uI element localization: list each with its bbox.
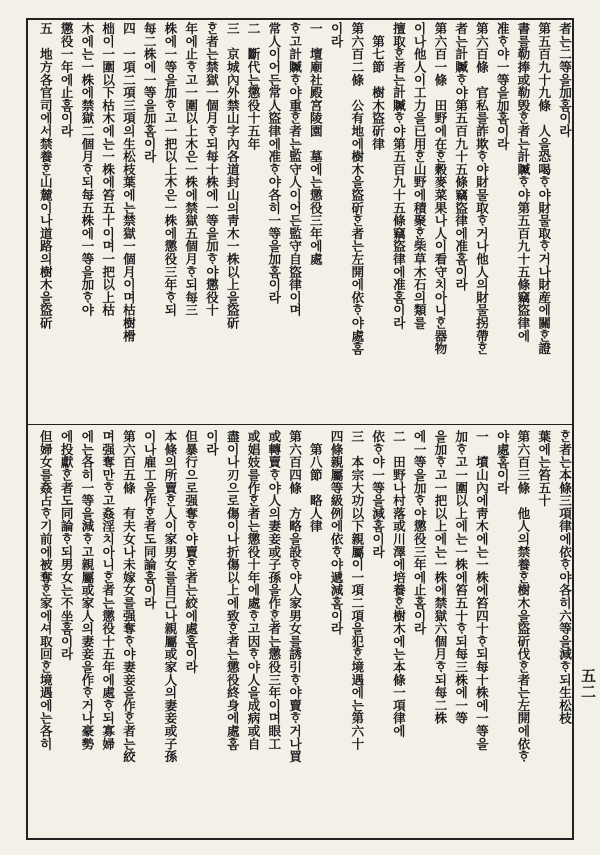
lower-tier <box>30 430 570 834</box>
text-column: 株에一等을加ᄒᆞ고一把以上木은一株에懲役三年ᄒᆞ되 <box>162 22 178 317</box>
text-column: 依ᄒᆞ야一等을減홈이라 <box>370 430 386 558</box>
text-column: 四條親屬等級例에依ᄒᆞ야遞減홈이라 <box>328 430 344 635</box>
text-column: 每二株에一等을加홈이라 <box>141 22 157 163</box>
text-column: 第五百九十九條 人을恐喝ᄒᆞ야財물取ᄒᆞ거나財産에關ᄒᆞᆫ證 <box>536 22 552 355</box>
text-column: 葉에는笞五十 <box>536 430 552 507</box>
text-column: 第六百一條 田野에在ᄒᆞᆫ穀麥菜果나人이看守치아니ᄒᆞᆫ器物 <box>432 22 448 355</box>
text-column: 第七節 樹木盜斫律 <box>370 22 386 150</box>
text-column: 但婦女를姦占ᄒᆞ기前에被奪ᄒᆞᆫ家에셔取回ᄒᆞᆫ境遇에는各히 <box>37 430 53 750</box>
text-column: ᄒᆞᆫ者는禁獄一個月ᄒᆞ되每十株에一等을加ᄒᆞ야懲役十 <box>203 22 219 317</box>
text-column: 一 墳山內에靑木에는一株에笞四十ᄒᆞ되每十株에一等을 <box>473 430 489 750</box>
page-number: 五二 <box>579 668 597 700</box>
text-column: 准ᄒᆞ야一等을加홈이라 <box>494 22 510 150</box>
text-column: 或娼妓를作ᄒᆞᆫ者는懲役十年에處ᄒᆞ고因ᄒᆞ야人을成病或自 <box>245 430 261 750</box>
text-column: 五 地方各官司에서禁養ᄒᆞᆫ山麓이나道路의樹木을盜斫 <box>37 22 53 330</box>
text-column: 年에止ᄒᆞ고一圍以上木은一株에禁獄五個月ᄒᆞ되每三 <box>183 22 199 317</box>
text-column: 者는二等을加홈이라 <box>557 22 572 138</box>
text-column: 三 京城內外禁山字內各道封山의靑木一株以上을盜斫 <box>224 22 240 330</box>
text-column: 一 壇廟社殿宮陵園 墓에는懲役三年에處 <box>307 22 323 266</box>
text-column: 第六百條 官私를詐欺ᄒᆞ야財물取ᄒᆞ거나他人의財물拐帶ᄒᆞᆫ <box>473 22 489 355</box>
text-column: 第六百三條 他人의禁養ᄒᆞᆫ樹木을盜斫伐ᄒᆞᆫ者는左開에依ᄒᆞ <box>515 430 531 763</box>
text-column: 第六百五條 有夫女나未嫁女를强奪ᄒᆞ야妻妾을作ᄒᆞᆫ者는絞 <box>120 430 136 763</box>
text-column: 常人이어든常人盜律에准ᄒᆞ야各히一等을加홈이라 <box>266 22 282 304</box>
text-column: 第八節 略人律 <box>307 430 323 533</box>
text-column: 에投獻ᄒᆞᆫ者도同論ᄒᆞ되男女는不坐홈이라 <box>58 430 74 661</box>
text-column: 며强奪만ᄒᆞ고姦淫치아니ᄒᆞᆫ者는懲役十五年에處ᄒᆞ되寡婦 <box>100 430 116 750</box>
text-column: 에一等을加ᄒᆞ야懲役三年에止홈이라 <box>411 430 427 635</box>
text-column: 이나他人이工力을已用ᄒᆞᆫ山野에積聚ᄒᆞᆫ柴草木石의類를 <box>411 22 427 330</box>
text-column: 을加ᄒᆞ고一把以上에는一株에禁獄六個月ᄒᆞ되每二株 <box>432 430 448 725</box>
text-column: ᄒᆞ고計贓ᄒᆞ야重ᄒᆞᆫ者는監守人이어든監守自盜律이며 <box>287 22 303 317</box>
text-column: 柮이一圍以下枯木에는一株에笞五十이며一把以上枯 <box>100 22 116 317</box>
tier-divider <box>26 424 574 425</box>
text-column: 書를勒捧或勒毁ᄒᆞᆫ者는計贓ᄒᆞ야第五百九十五條竊盜律에 <box>515 22 531 342</box>
text-column: 이나雇工을作ᄒᆞᆫ者도同論홈이라 <box>141 430 157 610</box>
text-column: 懲役一年에止홈이라 <box>58 22 74 138</box>
text-column: 이라 <box>328 22 344 48</box>
text-column: 二 斷代는懲役十五年 <box>245 22 261 150</box>
text-column: 本條의所賣ᄒᆞᆫ人이家男女를自己나親屬或家人의妻妾或子孫 <box>162 430 178 763</box>
text-column: 木에는一株에禁獄二個月ᄒᆞ되每五株에一等을加ᄒᆞ야 <box>79 22 95 317</box>
text-column: 이라 <box>203 430 219 456</box>
upper-tier <box>30 22 570 420</box>
text-column: 者는計贓ᄒᆞ야第五百九十五條竊盜律에准홈이라 <box>453 22 469 291</box>
text-column: 或轉賣ᄒᆞ야人의妻妾或子孫을作ᄒᆞᆫ者는懲役三年이며眼工 <box>266 430 282 750</box>
text-column: 第六百四條 方略을設ᄒᆞ야人家男女를誘引ᄒᆞ야賣ᄒᆞ거나買 <box>287 430 303 763</box>
text-column: 盡이나刃으로傷이나折傷以上에致ᄒᆞᆫ者는懲役終身에處홈 <box>224 430 240 750</box>
text-column: 但暴行으로强奪ᄒᆞ야賣ᄒᆞᆫ者는絞에處홈이라 <box>183 430 199 674</box>
text-column: 加ᄒᆞ고一圍以上에는一株에笞五十ᄒᆞ되每三株에一等 <box>453 430 469 725</box>
text-column: ᄒᆞᆫ者는本條三項律에依ᄒᆞ야各히六等을減ᄒᆞ되生松枝 <box>557 430 572 725</box>
text-column: 三 本宗大功以下親屬이一項二項을犯ᄒᆞᆫ境遇에는第六十 <box>349 430 365 750</box>
text-column: 第六百二條 公有地에樹木을盜斫ᄒᆞᆫ者는左開에依ᄒᆞ야處홈 <box>349 22 365 355</box>
text-column: 二 田野나村落或川澤에培養ᄒᆞᆫ樹木에는本條一項律에 <box>390 430 406 738</box>
text-column: 에는各히一等을減ᄒᆞ고親屬或家人의妻妾을作ᄒᆞ거나豪勢 <box>79 430 95 750</box>
text-column: 擅取ᄒᆞᆫ者는計贓ᄒᆞ야第五百九十五條竊盜律에准홈이라 <box>390 22 406 330</box>
text-column: 四 一項二項三項의生松枝葉에는禁獄一個月이며枯樹榾 <box>120 22 136 342</box>
text-column: 야處홈이라 <box>494 430 510 494</box>
